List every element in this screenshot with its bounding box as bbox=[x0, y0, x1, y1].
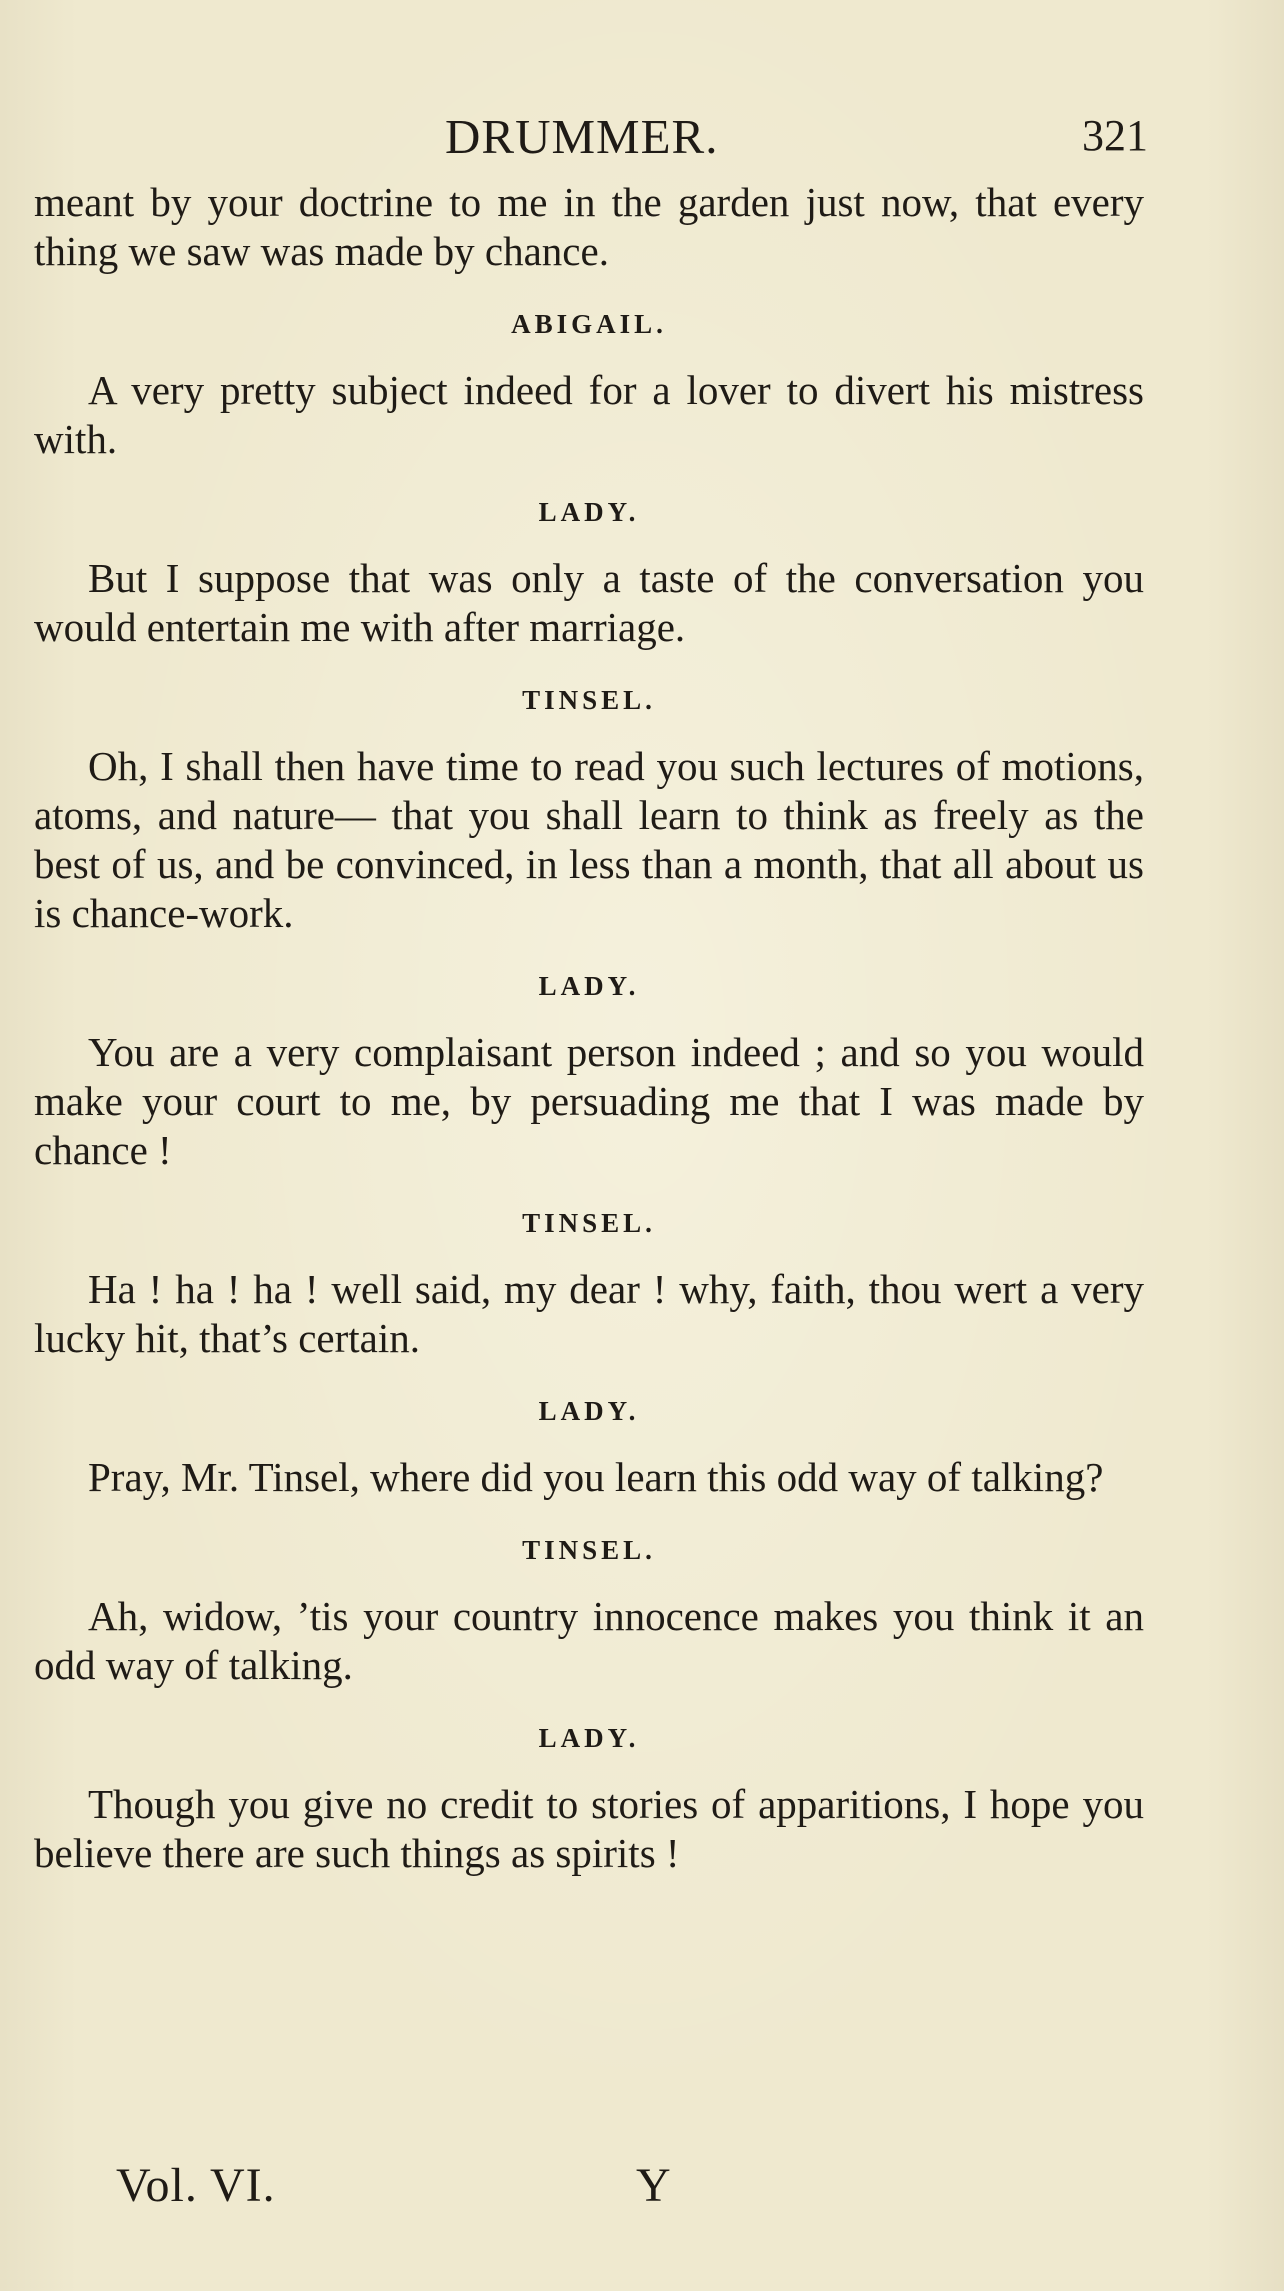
running-head: DRUMMER. bbox=[445, 109, 719, 164]
speaker-name: LADY. bbox=[538, 1723, 640, 1753]
paragraph: Ah, widow, ’tis your country innocence makes you think it an odd way of talking. bbox=[34, 1593, 1144, 1688]
paragraph: Though you give no credit to stories of apparitions, I hope you believe there are such things as spirits ! bbox=[34, 1781, 1144, 1876]
speaker-name: LADY. bbox=[538, 497, 640, 527]
page-number: 321 bbox=[1082, 111, 1148, 160]
paragraph: Oh, I shall then have time to read you such lectures of motions, atoms, and nature— that you shall learn to think as freely as the best of us, and be convinced, in less than a month, that all about us is chance-work. bbox=[34, 743, 1144, 936]
paragraph: meant by your doctrine to me in the garden just now, that every thing we saw was made by chance. bbox=[34, 179, 1144, 274]
speaker-name: TINSEL. bbox=[522, 685, 656, 715]
paragraph: Pray, Mr. Tinsel, where did you learn this odd way of talking? bbox=[88, 1454, 1104, 1500]
volume-label: Vol. VI. bbox=[116, 2159, 276, 2212]
paragraph: You are a very complaisant person indeed ; and so you would make your court to me, by persuading me that I was made by chance ! bbox=[34, 1029, 1144, 1173]
speaker-name: TINSEL. bbox=[522, 1535, 656, 1565]
speaker-name: TINSEL. bbox=[522, 1208, 656, 1238]
speaker-name: LADY. bbox=[538, 971, 640, 1001]
body-text bbox=[34, 178, 1144, 1878]
paragraph: But I suppose that was only a taste of the conversation you would entertain me with after marriage. bbox=[34, 555, 1144, 650]
page-footer bbox=[0, 2158, 1284, 2218]
speaker-name: LADY. bbox=[538, 1396, 640, 1426]
paragraph: A very pretty subject indeed for a lover to divert his mistress with. bbox=[34, 367, 1144, 462]
signature-mark: Y bbox=[636, 2159, 671, 2212]
paragraph: Ha ! ha ! ha ! well said, my dear ! why, faith, thou wert a very lucky hit, that’s certain. bbox=[34, 1266, 1144, 1361]
speaker-name: ABIGAIL. bbox=[511, 309, 667, 339]
page-header bbox=[0, 108, 1284, 168]
